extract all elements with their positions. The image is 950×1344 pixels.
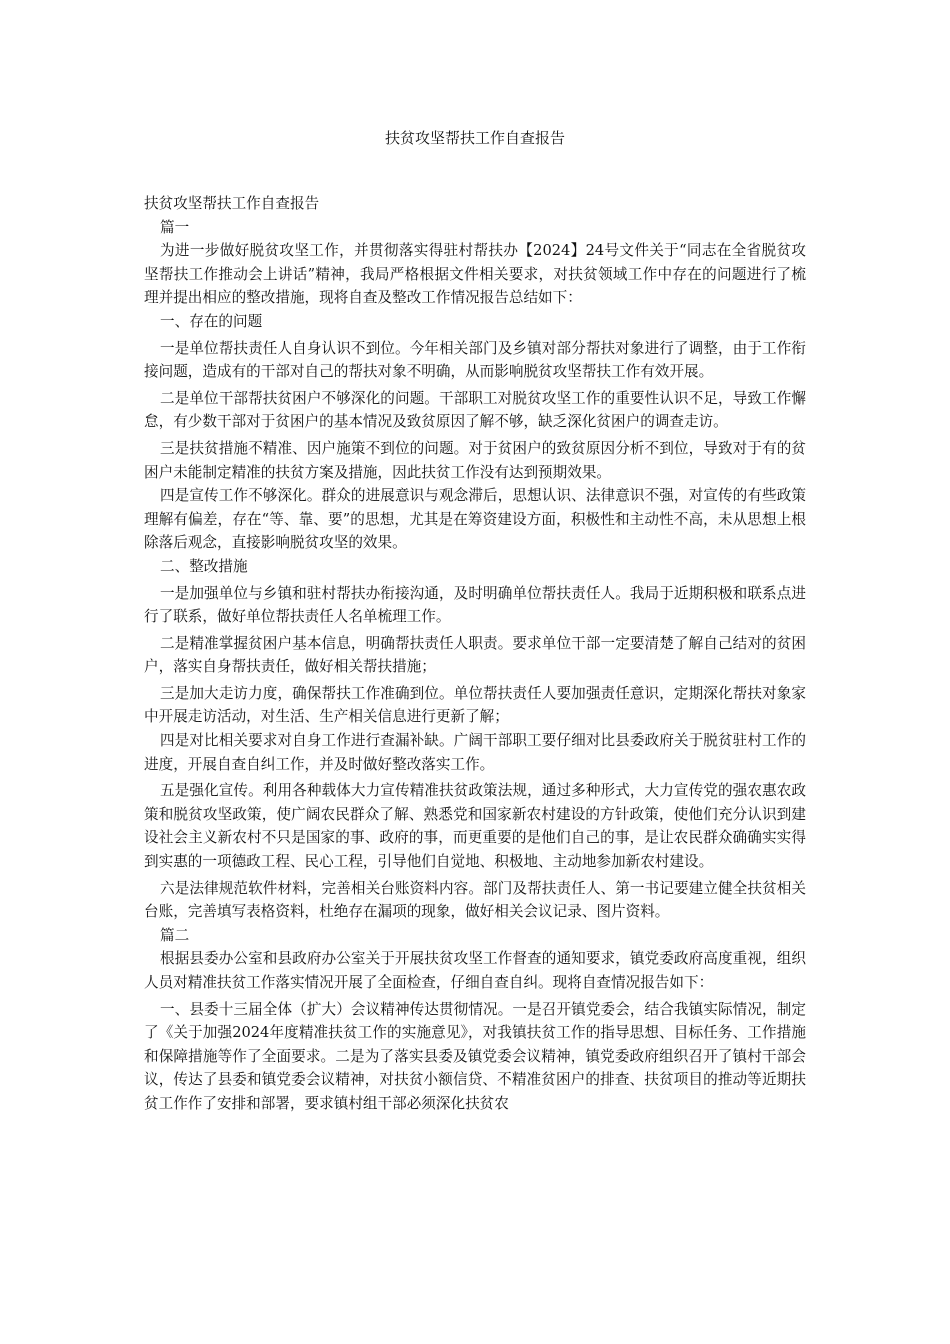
paragraph: 四是宣传工作不够深化。群众的进展意识与观念滞后，思想认识、法律意识不强，对宣传的有些政策理解有偏差，存在“等、靠、要”的思想，尤其是在筹资建设方面，积极性和主动性不高，未从思想上根除落后观念，直接影响脱贫攻坚的效果。 (144, 487, 806, 552)
paragraph: 五是强化宣传。利用各种载体大力宣传精准扶贫政策法规，通过多种形式，大力宣传党的强农惠农政策和脱贫攻坚政策，使广阔农民群众了解、熟悉党和国家新农村建设的方针政策，使他们充分认识到建设社会主义新农村不只是国家的事、政府的事，而更重要的是他们自己的事，是让农民群众确确实实得到实惠的一项德政工程、民心工程，引导他们自觉地、积极地、主动地参加新农村建设。 (144, 782, 806, 871)
document-page (144, 126, 806, 1116)
paragraph: 根据县委办公室和县政府办公室关于开展扶贫攻坚工作督查的通知要求，镇党委政府高度重视，组织人员对精准扶贫工作落实情况开展了全面检查，仔细自查自纠。现将自查情况报告如下： (144, 950, 806, 991)
paragraph: 一是加强单位与乡镇和驻村帮扶办衔接沟通，及时明确单位帮扶责任人。我局于近期积极和联系点进行了联系，做好单位帮扶责任人名单梳理工作。 (144, 584, 806, 626)
document-title: 扶贫攻坚帮扶工作自查报告 (384, 129, 565, 147)
paragraph: 三是加大走访力度，确保帮扶工作准确到位。单位帮扶责任人要加强责任意识，定期深化帮扶对象家中开展走访活动，对生活、生产相关信息进行更新了解； (144, 684, 806, 726)
paragraph: 二是精准掌握贫困户基本信息，明确帮扶责任人职责。要求单位干部一定要清楚了解自己结对的贫困户，落实自身帮扶责任，做好相关帮扶措施； (144, 634, 806, 676)
paragraph: 六是法律规范软件材料，完善相关台账资料内容。部门及帮扶责任人、第一书记要建立健全扶贫相关台账，完善填写表格资料，杜绝存在漏项的现象，做好相关会议记录、图片资料。 (144, 879, 806, 921)
section-heading-part-two: 篇二 (160, 926, 190, 944)
paragraph: 四是对比相关要求对自身工作进行查漏补缺。广阔干部职工要仔细对比县委政府关于脱贫驻村工作的进度，开展自查自纠工作，并及时做好整改落实工作。 (144, 732, 806, 773)
paragraph: 一是单位帮扶责任人自身认识不到位。今年相关部门及乡镇对部分帮扶对象进行了调整，由于工作衔接问题，造成有的干部对自己的帮扶对象不明确，从而影响脱贫攻坚帮扶工作有效开展。 (144, 339, 806, 381)
paragraph: 三是扶贫措施不精准、因户施策不到位的问题。对于贫困户的致贫原因分析不到位，导致对于有的贫困户未能制定精准的扶贫方案及措施，因此扶贫工作没有达到预期效果。 (144, 439, 806, 481)
section-heading-problems: 一、存在的问题 (160, 312, 263, 330)
section-heading-measures: 二、整改措施 (160, 557, 248, 575)
paragraph: 为进一步做好脱贫攻坚工作，并贯彻落实得驻村帮扶办【2024】24号文件关于“同志在全省脱贫攻坚帮扶工作推动会上讲话”精神，我局严格根据文件相关要求，对扶贫领域工作中存在的问题进行了梳理并提出相应的整改措施，现将自查及整改工作情况报告总结如下： (144, 242, 806, 307)
paragraph: 一、县委十三届全体（扩大）会议精神传达贯彻情况。一是召开镇党委会，结合我镇实际情况，制定了《关于加强2024年度精准扶贫工作的实施意见》，对我镇扶贫工作的指导思想、目标任务、工作措施和保障措施等作了全面要求。二是为了落实县委及镇党委会议精神，镇党委政府组织召开了镇村干部会议，传达了县委和镇党委会议精神，对扶贫小额信贷、不精准贫困户的排查、扶贫项目的推动等近期扶贫工作作了安排和部署，要求镇村组干部必须深化扶贫农 (144, 1000, 806, 1112)
section-heading-part-one: 篇一 (160, 218, 190, 236)
document-subtitle: 扶贫攻坚帮扶工作自查报告 (144, 195, 320, 212)
paragraph: 二是单位干部帮扶贫困户不够深化的问题。干部职工对脱贫攻坚工作的重要性认识不足，导致工作懈怠，有少数干部对于贫困户的基本情况及致贫原因了解不够，缺乏深化贫困户的调查走访。 (144, 389, 806, 431)
